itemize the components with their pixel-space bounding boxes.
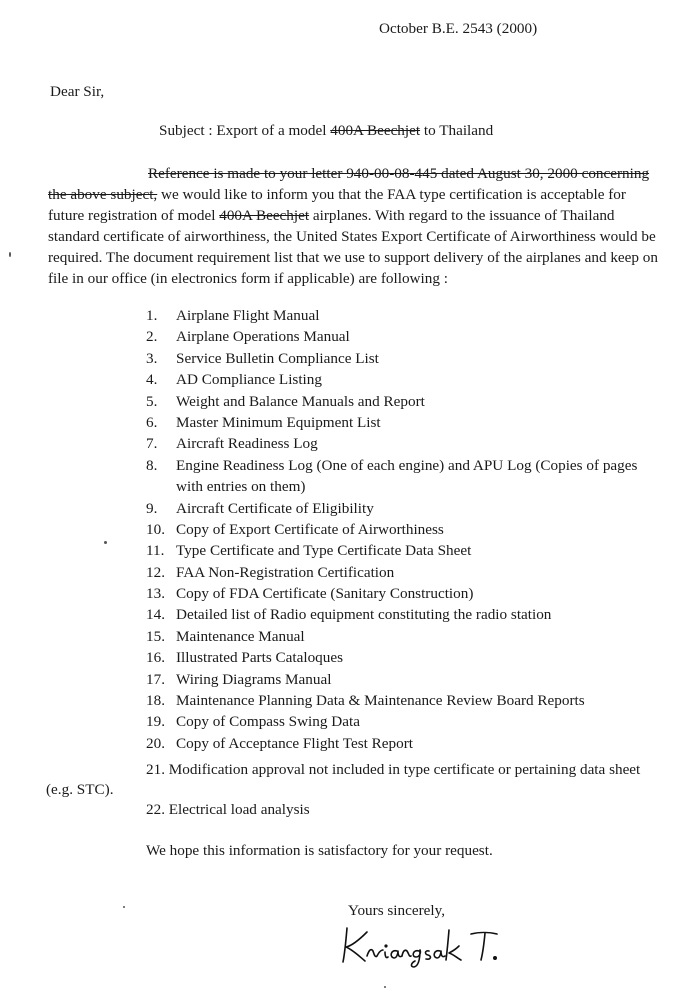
scan-speck xyxy=(9,252,11,257)
list-item xyxy=(146,498,646,519)
item-number: 20. xyxy=(146,734,165,752)
list-item-22 xyxy=(146,801,310,819)
subject-line xyxy=(159,122,493,140)
item-text: Weight and Balance Manuals and Report xyxy=(176,392,425,410)
item-number: 8. xyxy=(146,456,158,474)
subject-suffix: to Thailand xyxy=(420,122,494,139)
scan-speck xyxy=(384,986,386,988)
item-number: 7. xyxy=(146,435,158,453)
salutation: Dear Sir, xyxy=(50,83,105,100)
item-number: 2. xyxy=(146,328,158,346)
item-text: Type Certificate and Type Certificate Data Sheet xyxy=(176,542,472,560)
item-text: Detailed list of Radio equipment constituting the radio station xyxy=(176,606,552,624)
list-item xyxy=(146,391,646,412)
list-item xyxy=(146,348,646,369)
list-item xyxy=(146,647,646,668)
item-text: Electrical load analysis xyxy=(168,801,310,818)
item-text: Aircraft Readiness Log xyxy=(176,435,318,453)
list-item xyxy=(146,412,646,433)
item-number: 3. xyxy=(146,349,158,367)
item-text: FAA Non-Registration Certification xyxy=(176,563,395,581)
item-number: 13. xyxy=(146,585,165,603)
body-paragraph xyxy=(48,163,663,289)
struck-reference: Reference is made to your letter 940-00-08-445 dated August 30, 2000 concerning the above subject, xyxy=(48,165,650,203)
item-text: Maintenance Planning Data & Maintenance Review Board Reports xyxy=(176,692,585,710)
item-text: Copy of Export Certificate of Airworthiness xyxy=(176,520,444,538)
list-item xyxy=(146,369,646,390)
item-text: Copy of FDA Certificate (Sanitary Construction) xyxy=(176,585,474,603)
item-number: 21. xyxy=(146,761,165,778)
struck-model: 400A Beechjet xyxy=(219,207,310,224)
list-item xyxy=(146,562,646,583)
item-number: 12. xyxy=(146,563,165,581)
scan-speck xyxy=(123,906,125,908)
item-number: 5. xyxy=(146,392,158,410)
item-text: Engine Readiness Log (One of each engine) and APU Log (Copies of pages with entries on them) xyxy=(176,456,638,496)
item-number: 15. xyxy=(146,627,165,645)
list-item xyxy=(146,690,646,711)
item-text: Illustrated Parts Cataloques xyxy=(176,649,344,667)
item-number: 16. xyxy=(146,649,165,667)
item-text: Maintenance Manual xyxy=(176,627,305,645)
list-item xyxy=(146,326,646,347)
item-number: 11. xyxy=(146,542,165,560)
sign-off: Yours sincerely, xyxy=(348,902,446,919)
item-number: 22. xyxy=(146,801,165,818)
letter-date: October B.E. 2543 (2000) xyxy=(379,20,538,37)
list-item xyxy=(146,305,646,326)
item-number: 9. xyxy=(146,499,158,517)
item-number: 6. xyxy=(146,413,158,431)
signature-graphic xyxy=(337,920,517,970)
item-text: Master Minimum Equipment List xyxy=(176,413,381,431)
list-item xyxy=(146,540,646,561)
item-text: Wiring Diagrams Manual xyxy=(176,670,332,688)
list-item xyxy=(146,583,646,604)
list-item xyxy=(146,455,646,498)
item-text: Airplane Operations Manual xyxy=(176,328,350,346)
closing-sentence: We hope this information is satisfactory for your request. xyxy=(146,842,493,859)
item-number: 17. xyxy=(146,670,165,688)
item-number: 18. xyxy=(146,692,165,710)
document-requirement-list xyxy=(146,305,646,754)
list-item xyxy=(146,433,646,454)
item-text: Modification approval not included in type certificate or pertaining data sheet (e.g. STC). xyxy=(46,761,641,798)
item-text: Airplane Flight Manual xyxy=(176,307,320,324)
item-text: Service Bulletin Compliance List xyxy=(176,349,379,367)
subject-struck-model: 400A Beechjet xyxy=(330,122,421,139)
body-text-2: airplanes. With regard to the issuance of Thailand standard certificate of airworthiness, the United States Export Certificate of Airworthiness would be required. The document requirement list that we use to support delivery of the airplanes and keep on file in our office (in electronics form if applicable) are following : xyxy=(48,207,658,287)
body-text-1: we would like to inform you that the FAA type certification is acceptable for future registration of model xyxy=(48,186,626,224)
handwritten-signature xyxy=(337,920,517,975)
list-item xyxy=(146,519,646,540)
item-number: 19. xyxy=(146,713,165,731)
item-text: Aircraft Certificate of Eligibility xyxy=(176,499,374,517)
list-item xyxy=(146,711,646,732)
subject-prefix: Subject : Export of a model xyxy=(159,122,331,139)
item-number: 10. xyxy=(146,520,165,538)
list-item xyxy=(146,669,646,690)
item-number: 14. xyxy=(146,606,165,624)
item-number: 1. xyxy=(146,307,158,324)
item-text: Copy of Acceptance Flight Test Report xyxy=(176,734,413,752)
list-item xyxy=(146,604,646,625)
list-item xyxy=(146,626,646,647)
item-text: Copy of Compass Swing Data xyxy=(176,713,360,731)
list-item xyxy=(146,733,646,754)
item-number: 4. xyxy=(146,371,158,389)
item-text: AD Compliance Listing xyxy=(176,371,322,389)
list-item-21 xyxy=(46,760,661,800)
scan-speck xyxy=(104,541,107,544)
